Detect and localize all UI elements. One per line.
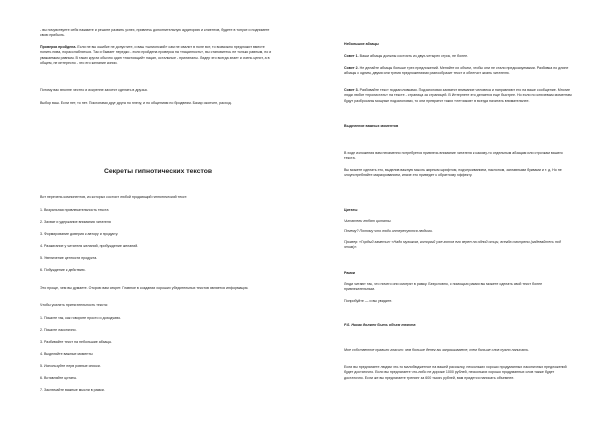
list-item: 6. Вставляйте цитаты.	[40, 376, 78, 380]
list-item: 5. Используйте нерв ровные списки.	[40, 364, 101, 368]
list-item: 5. Увеличение ценности продукта.	[40, 256, 98, 260]
tip-3	[344, 88, 572, 104]
heading-quotes: Цитаты	[344, 208, 358, 212]
tip-1	[344, 54, 572, 59]
quote-example: Пример: «Гордый заметил: «Надо мужиком, который уже готов его верен на одной отцы, всегда смотрели (задевайтесь под этим)».	[344, 240, 561, 250]
heading-ps: P.S. Никак должен быть объем текста	[344, 323, 416, 327]
components-intro: Вот перечень компонентов, из которых состоит любой продающий гипнотический текст:	[40, 195, 188, 199]
tips-intro: Чтобы усилить притягательность текста:	[40, 303, 108, 307]
frames-paragraph-2: Попробуйте — и вы увидите.	[344, 299, 393, 303]
list-item: 4. Разжигание у читателя желаний, пробуждение желаний.	[40, 244, 139, 248]
list-item: 2. Захват и удержание внимания читателя	[40, 220, 111, 224]
list-item: 1. Визуальная привлекательность текста	[40, 208, 109, 212]
ps-paragraph-1: Мое собственное правило гласит: чем больше денег вы запрашиваете, тем больше слов нужно написать.	[344, 348, 530, 352]
heading-frames: Рамки	[344, 271, 356, 275]
list-item: 2. Пишите лаконично.	[40, 328, 77, 332]
intro-paragraph-4: Выбор ваш. Если нет, то нет. Поклонами друг друга по плечу, и по общениям по бродвеям. Базар окончен, расход.	[40, 101, 232, 105]
intro-paragraph-2-text: Если не вы ошибке не допустите, и ваш «шпионский» сам не свалит в поле вот, то возможно предложит вместе попить пива, порасслабляться. Так и бывает нередко - если пройдена проверка на «пацанность», вы становитесь не только равным, но и уважаемым равным. В таких кругах обычно один «настоящий» пацан, остальные - прилипалы. Лидер это всегда знает и очень ценит, а в общем, не интересно - это его желание копии.	[40, 45, 272, 66]
intro-paragraph-2	[40, 45, 276, 67]
highlight-paragraph-2: Вы можете сделать это, выделив важную мысль жирным шрифтом, подчеркиванием, наклоном, заглавными буквами и т. д. Но не злоупотребляйте маркированием, иначе это приведет к обратному эффекту.	[344, 168, 562, 178]
tip-2-text: Не делайте абзацы больше трех предложений. Меняйте их объем, чтобы они не стали предсказуемыми. Разбивка по длине абзацы с одним, двумя или тремя предложениями разнообразит текст и облегчит жизнь читателю.	[344, 66, 569, 76]
list-item: 1. Пишите так, как говорите просто и доходчиво.	[40, 316, 122, 320]
tip-1-label: Совет 1.	[344, 54, 359, 58]
list-item: 3. Разбивайте текст на небольшие абзацы.	[40, 340, 113, 344]
quotes-paragraph-2: Почему? Потому что люди интересуются людьми.	[344, 229, 433, 233]
tip-1-text: Ваши абзацы должны состоять из двух-четырех строк, не более.	[358, 54, 469, 58]
tip-2-label: Совет 2.	[344, 66, 359, 70]
tip-2	[344, 66, 572, 77]
list-item: 4. Выделяйте важные моменты	[40, 352, 93, 356]
list-item: 7. Заключайте важные мысли в рамки.	[40, 388, 105, 392]
list-item: 3. Формирование доверия к автору и продукту.	[40, 232, 119, 236]
section-title: Секреты гипнотических текстов	[103, 168, 213, 175]
tip-3-text: Разбивайте текст подзаголовками. Подзаголовки захватят внимание человека и направляют его на ваше сообщение. Многие люди любят «пролистать» на тексте - страница за страницей. В Интернете это делается еще быстрее. Но если по ключевым моментам будут разбросаны мощные подзаголовки, то они превратят таких «летчиков» в всегда начитать внимательнее.	[344, 88, 572, 103]
check-passed-label: Проверка пройдена.	[40, 45, 77, 49]
intro-paragraph-1: - вы почувствуете себя нажмите и решите развить успех, привлечь дополнительную аудиторию и клиентов, будете в тонусе и поднимете свою прибыль.	[40, 28, 270, 38]
intro-paragraph-3: Потому вас вполне честно и искренне захотят сделать в друзья.	[40, 88, 148, 92]
highlight-paragraph-1: В ходе изложения вам неизменно потребуется привлечь внимание читателя к какому-то отдельным абзацам или строчкам вашего текста.	[344, 151, 563, 161]
secret-paragraph: Это проще, чем вы думаете. Открою вам секрет. Главное в создании хороших убедительных текстов является информация.	[40, 286, 249, 290]
heading-small-paragraphs: Небольшие абзацы	[344, 42, 379, 46]
ps-paragraph-2: Если вы предлагаете людям что-то малобюджетное на вашей рассылку, нескольких хорошо продуманных лаконичных предложений будет достаточно. Если вы предлагаете что-либо не дороже 1000 рублей, нескольких хорошо продуманных слов также будет достаточно. Если же вы предлагаете тренинг за 600 тысяч рублей, вам придется написать объемнее.	[344, 365, 567, 380]
quotes-paragraph-1: Читатели любят цитаты.	[344, 219, 392, 223]
tip-3-label: Совет 3.	[344, 88, 359, 92]
list-item: 6. Побуждение к действию.	[40, 268, 86, 272]
heading-highlight: Выделение важных моментов	[344, 124, 399, 128]
frames-paragraph-1: Люди читают так, что ничего они смотрят в рамку. Безусловно, с помощью рамки вы можете сделать свой текст более привлекательным.	[344, 282, 543, 292]
